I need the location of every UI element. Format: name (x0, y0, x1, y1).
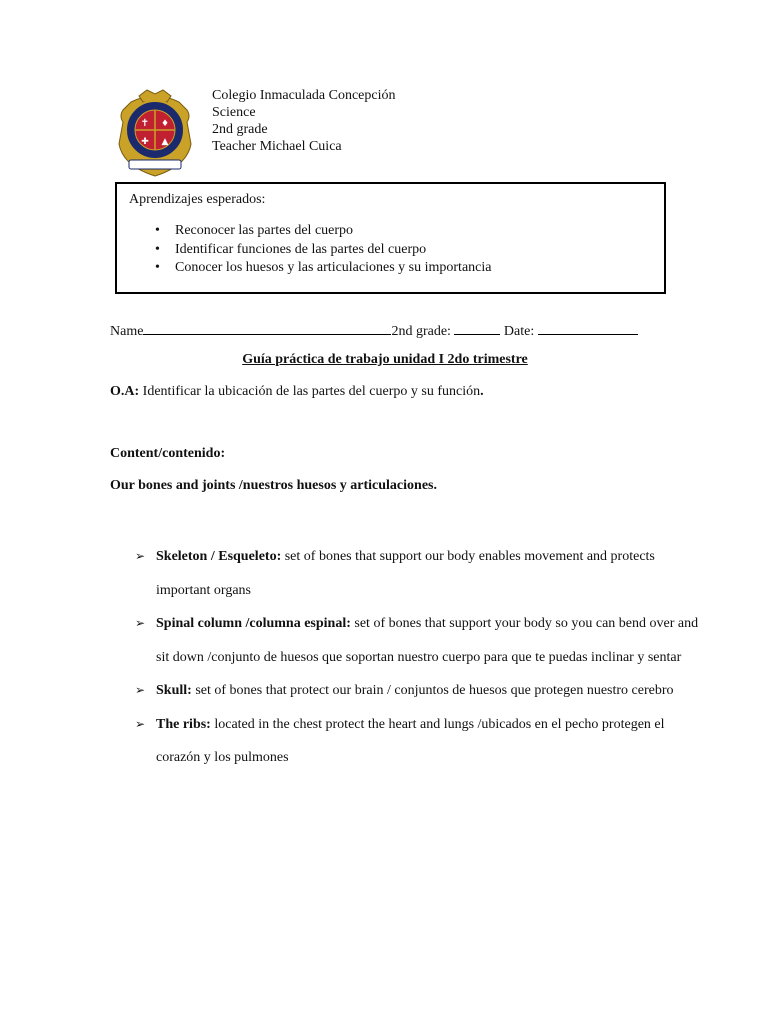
name-label: Name (110, 324, 144, 339)
arrow-bullet-icon: ➢ (135, 616, 146, 630)
svg-text:♦: ♦ (160, 119, 170, 129)
learning-box-title: Aprendizajes esperados: (129, 192, 266, 207)
subject: Science (212, 105, 256, 120)
grade: 2nd grade (212, 122, 268, 137)
bullet-icon: • (155, 223, 160, 238)
svg-text:▲: ▲ (161, 137, 169, 147)
arrow-bullet-icon: ➢ (135, 549, 146, 563)
content-heading: Content/contenido: (110, 446, 226, 461)
topic-heading: Our bones and joints /nuestros huesos y articulaciones. (110, 478, 437, 493)
date-field[interactable] (538, 321, 638, 335)
list-item: • Conocer los huesos y las articulaciones y su importancia (117, 259, 491, 278)
date-label: Date: (503, 324, 535, 339)
list-item: ➢ Spinal column /columna espinal: set of bones that support your body so you can bend over and sit down /conjunto de huesos que soportan nuestro cuerpo para que te puedas inclinar y sentar (110, 607, 710, 674)
learning-objectives-list (117, 222, 491, 278)
objective-text: Identificar la ubicación de las partes del cuerpo y su función (139, 384, 481, 399)
bullet-icon: • (155, 241, 160, 257)
student-info-line (110, 321, 638, 340)
arrow-bullet-icon: ➢ (135, 683, 146, 697)
learning-objectives-box (115, 182, 666, 294)
guide-title: Guía práctica de trabajo unidad I 2do trimestre (242, 352, 528, 367)
teacher: Teacher Michael Cuica (212, 139, 342, 154)
arrow-bullet-icon: ➢ (135, 716, 146, 731)
school-name: Colegio Inmaculada Concepción (212, 88, 396, 103)
grade-field[interactable] (454, 321, 500, 335)
list-item: • Identificar funciones de las partes del cuerpo (117, 241, 491, 260)
definitions-list (110, 540, 710, 775)
list-item: ➢ The ribs: located in the chest protect the heart and lungs /ubicados en el pecho protegen el corazón y los pulmones (110, 708, 710, 775)
bullet-icon: • (155, 260, 160, 275)
list-item: • Reconocer las partes del cuerpo (117, 222, 491, 241)
svg-text:✚: ✚ (141, 137, 149, 147)
name-field[interactable] (143, 321, 391, 335)
list-item: ➢ Skeleton / Esqueleto: set of bones that support our body enables movement and protects important organs (110, 540, 710, 607)
grade-label: 2nd grade: (391, 324, 451, 339)
objective-label: O.A: (110, 384, 140, 399)
svg-text:✝: ✝ (140, 118, 150, 129)
school-crest-icon (117, 86, 193, 178)
document-header (212, 87, 396, 155)
list-item: ➢ Skull: set of bones that protect our brain / conjuntos de huesos que protegen nuestro cerebro (110, 674, 710, 708)
objective-line: O.A: Identificar la ubicación de las partes del cuerpo y su función. (110, 384, 484, 399)
